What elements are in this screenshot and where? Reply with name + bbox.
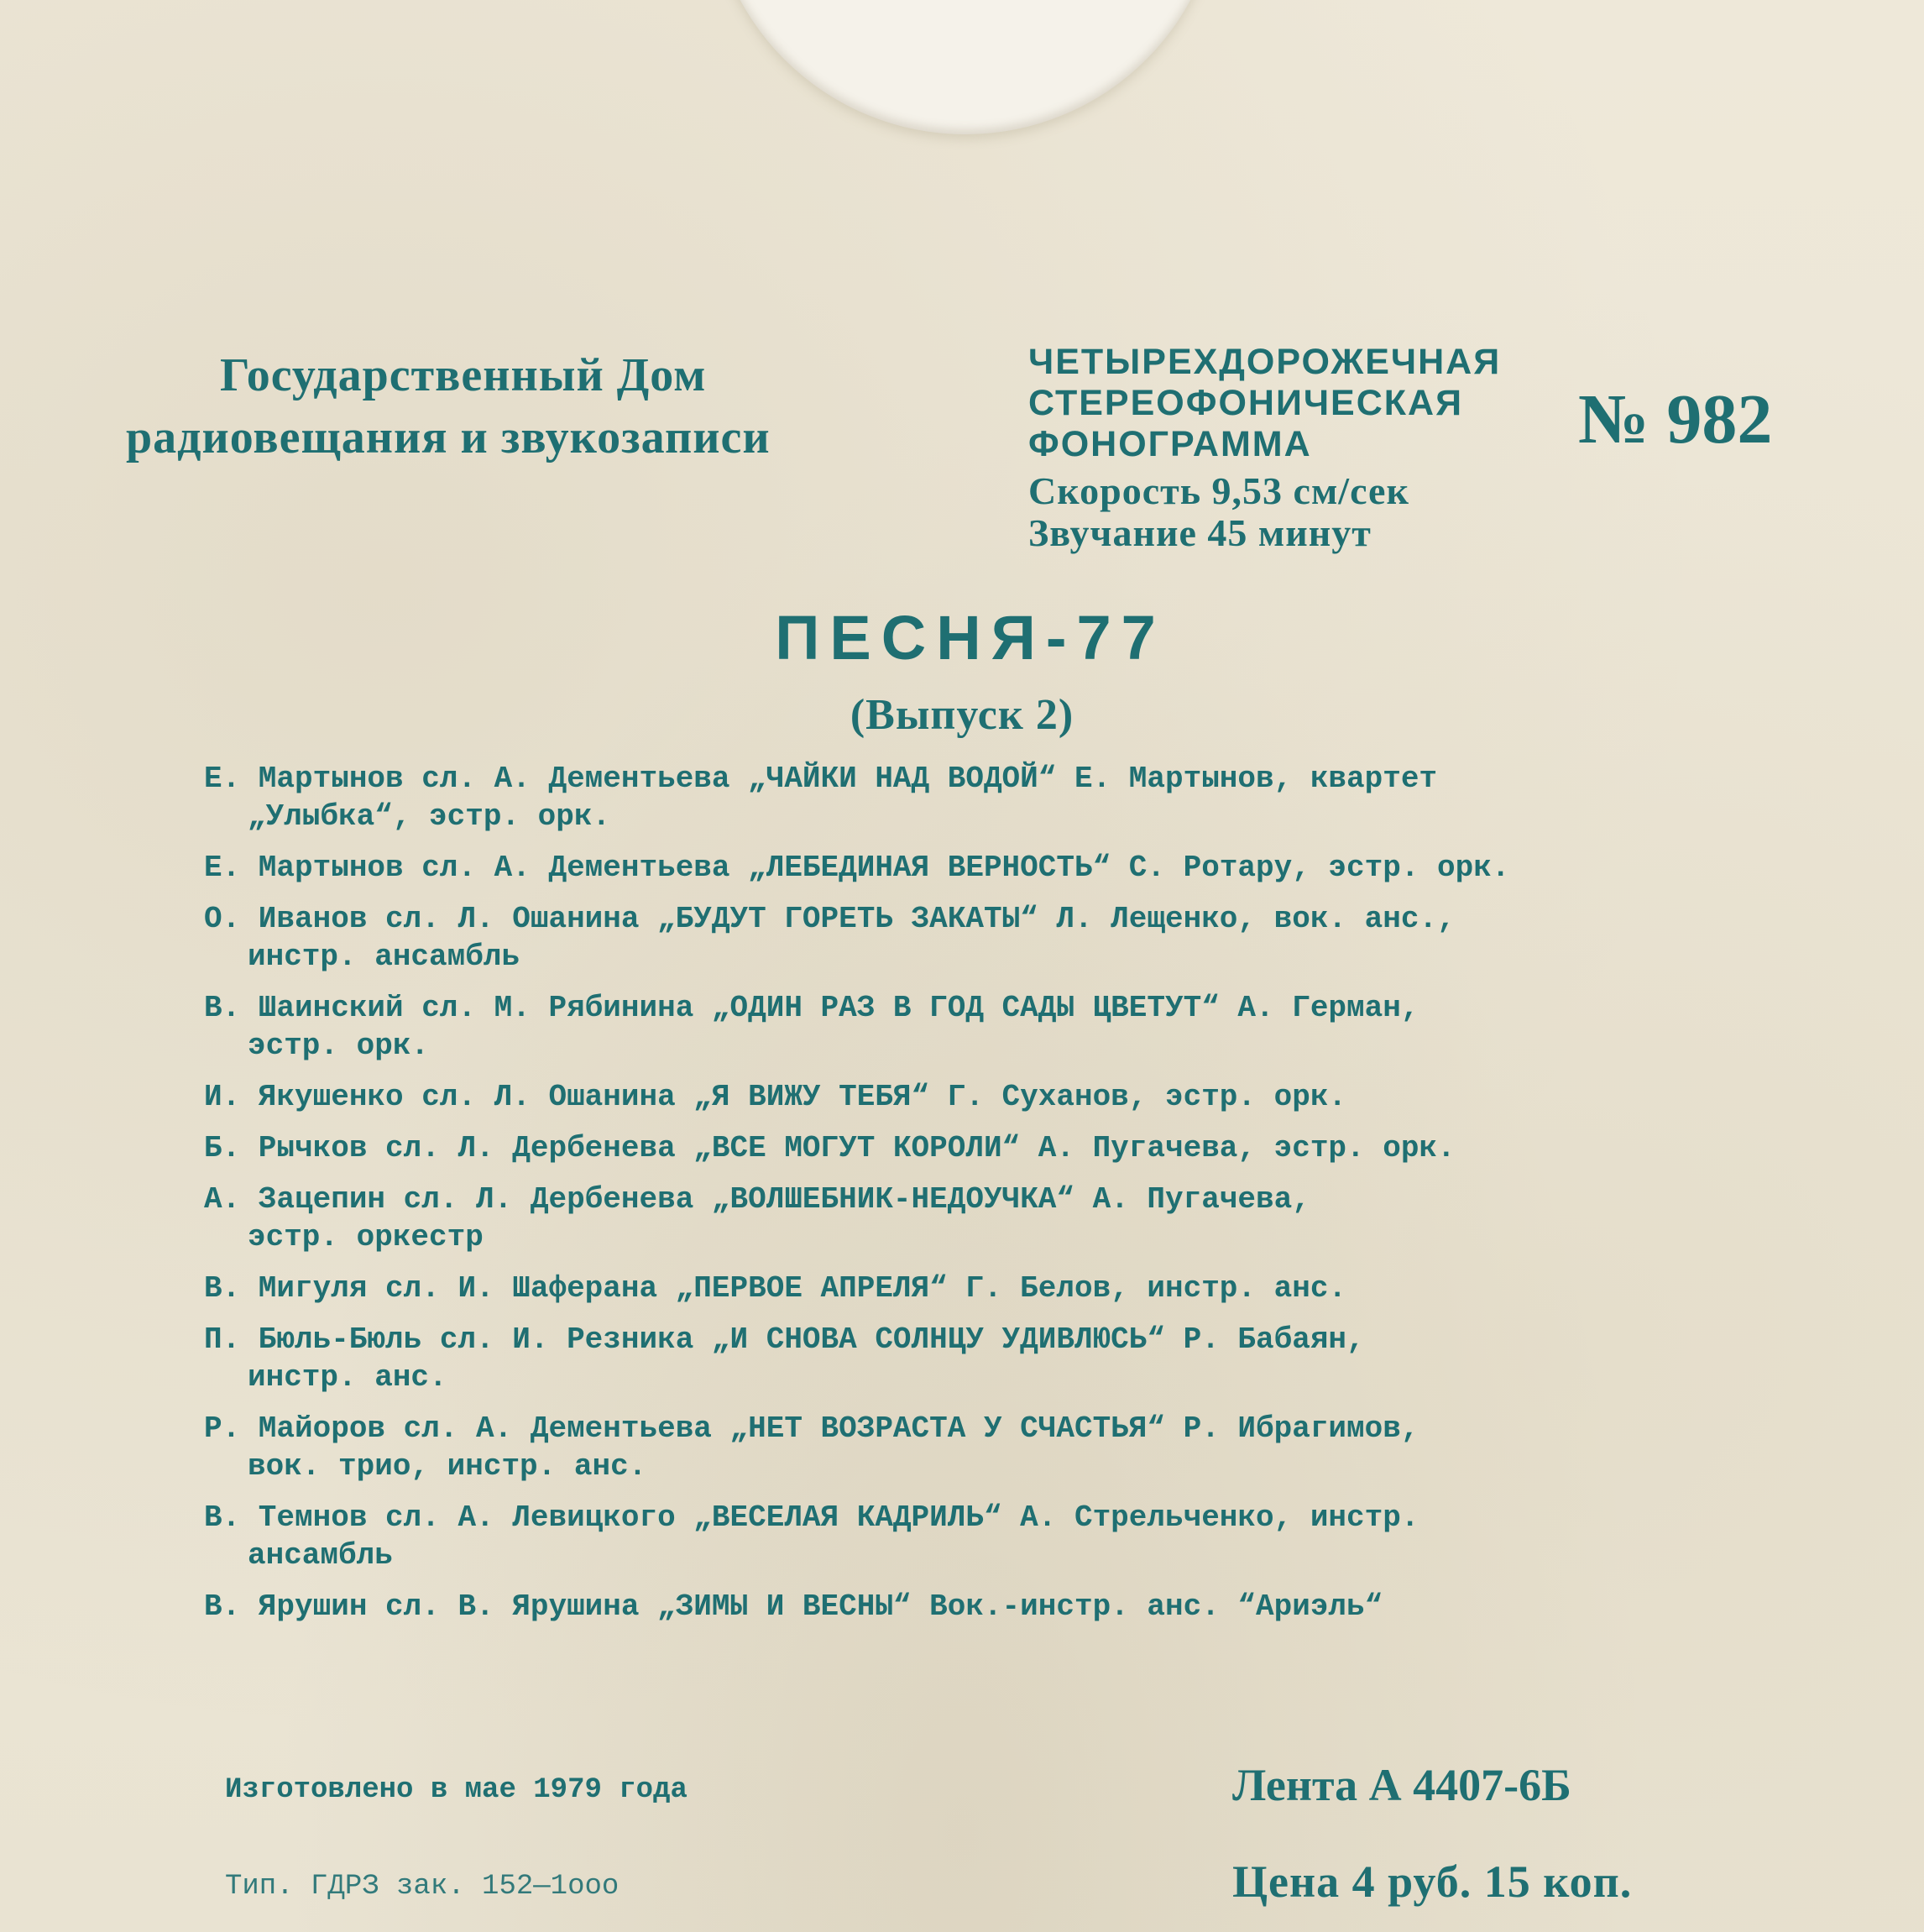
track-line-continued: эстр. оркестр bbox=[248, 1220, 484, 1254]
printing-info: Тип. ГДРЗ зак. 152—1ооо bbox=[225, 1871, 620, 1903]
track-item bbox=[204, 1588, 1749, 1626]
tape-speed: Скорость 9,53 см/сек bbox=[1028, 469, 1409, 512]
track-line-continued: вок. трио, инстр. анс. bbox=[248, 1449, 647, 1484]
format-line-2: СТЕРЕОФОНИЧЕСКАЯ bbox=[1028, 383, 1463, 423]
track-line-continued: „Улыбка“, эстр. орк. bbox=[248, 799, 611, 834]
format-line-3: ФОНОГРАММА bbox=[1028, 424, 1312, 464]
album-title: ПЕСНЯ-77 bbox=[775, 603, 1166, 673]
track-item bbox=[204, 760, 1749, 835]
track-item bbox=[204, 1078, 1749, 1116]
catalog-number: № 982 bbox=[1578, 380, 1773, 458]
track-line-continued: ансамбль bbox=[248, 1538, 393, 1573]
track-line: Р. Майоров сл. А. Дементьева „НЕТ ВОЗРАСТА У СЧАСТЬЯ“ Р. Ибрагимов, bbox=[204, 1411, 1419, 1446]
track-item bbox=[204, 1270, 1749, 1307]
track-line: П. Бюль-Бюль сл. И. Резника „И СНОВА СОЛНЦУ УДИВЛЮСЬ“ Р. Бабаян, bbox=[204, 1322, 1365, 1357]
album-subtitle: (Выпуск 2) bbox=[850, 691, 1074, 739]
track-item bbox=[204, 849, 1749, 887]
track-line: В. Ярушин сл. В. Ярушина „ЗИМЫ И ВЕСНЫ“ Вок.-инстр. анс. “Ариэль“ bbox=[204, 1589, 1383, 1624]
track-line: В. Мигуля сл. И. Шаферана „ПЕРВОЕ АПРЕЛЯ“ Г. Белов, инстр. анс. bbox=[204, 1271, 1347, 1306]
track-line: Е. Мартынов сл. А. Дементьева „ЧАЙКИ НАД ВОДОЙ“ Е. Мартынов, квартет bbox=[204, 762, 1438, 796]
track-line-continued: эстр. орк. bbox=[248, 1029, 430, 1063]
organization-line-1: Государственный Дом bbox=[220, 349, 707, 401]
track-line: Б. Рычков сл. Л. Дербенева „ВСЕ МОГУТ КОРОЛИ“ А. Пугачева, эстр. орк. bbox=[204, 1131, 1456, 1165]
tape-info: Лента А 4407-6Б bbox=[1232, 1760, 1571, 1810]
track-line: В. Шаинский сл. М. Рябинина „ОДИН РАЗ В ГОД САДЫ ЦВЕТУТ“ А. Герман, bbox=[204, 991, 1419, 1025]
track-item bbox=[204, 1129, 1749, 1167]
track-item bbox=[204, 989, 1749, 1065]
track-line: В. Темнов сл. А. Левицкого „ВЕСЕЛАЯ КАДРИЛЬ“ А. Стрельченко, инстр. bbox=[204, 1500, 1419, 1535]
manufacture-date: Изготовлено в мае 1979 года bbox=[225, 1774, 688, 1806]
organization-line-2: радиовещания и звукозаписи bbox=[126, 411, 771, 463]
track-item bbox=[204, 1321, 1749, 1396]
track-item bbox=[204, 900, 1749, 976]
track-item bbox=[204, 1499, 1749, 1574]
track-line-continued: инстр. анс. bbox=[248, 1360, 447, 1395]
track-line: И. Якушенко сл. Л. Ошанина „Я ВИЖУ ТЕБЯ“ Г. Суханов, эстр. орк. bbox=[204, 1080, 1347, 1114]
sleeve-thumb-cutout bbox=[709, 0, 1221, 134]
track-item bbox=[204, 1410, 1749, 1485]
track-line: О. Иванов сл. Л. Ошанина „БУДУТ ГОРЕТЬ ЗАКАТЫ“ Л. Лещенко, вок. анс., bbox=[204, 902, 1456, 936]
track-line-continued: инстр. ансамбль bbox=[248, 940, 520, 974]
track-item bbox=[204, 1181, 1749, 1256]
price-info: Цена 4 руб. 15 коп. bbox=[1232, 1856, 1633, 1907]
track-line: А. Зацепин сл. Л. Дербенева „ВОЛШЕБНИК-НЕДОУЧКА“ А. Пугачева, bbox=[204, 1182, 1310, 1217]
track-list bbox=[204, 760, 1749, 1639]
play-duration: Звучание 45 минут bbox=[1028, 511, 1372, 554]
format-block bbox=[1028, 342, 1501, 554]
organization-name bbox=[126, 344, 771, 469]
track-line: Е. Мартынов сл. А. Дементьева „ЛЕБЕДИНАЯ ВЕРНОСТЬ“ С. Ротару, эстр. орк. bbox=[204, 851, 1510, 885]
format-line-1: ЧЕТЫРЕХДОРОЖЕЧНАЯ bbox=[1028, 342, 1502, 382]
